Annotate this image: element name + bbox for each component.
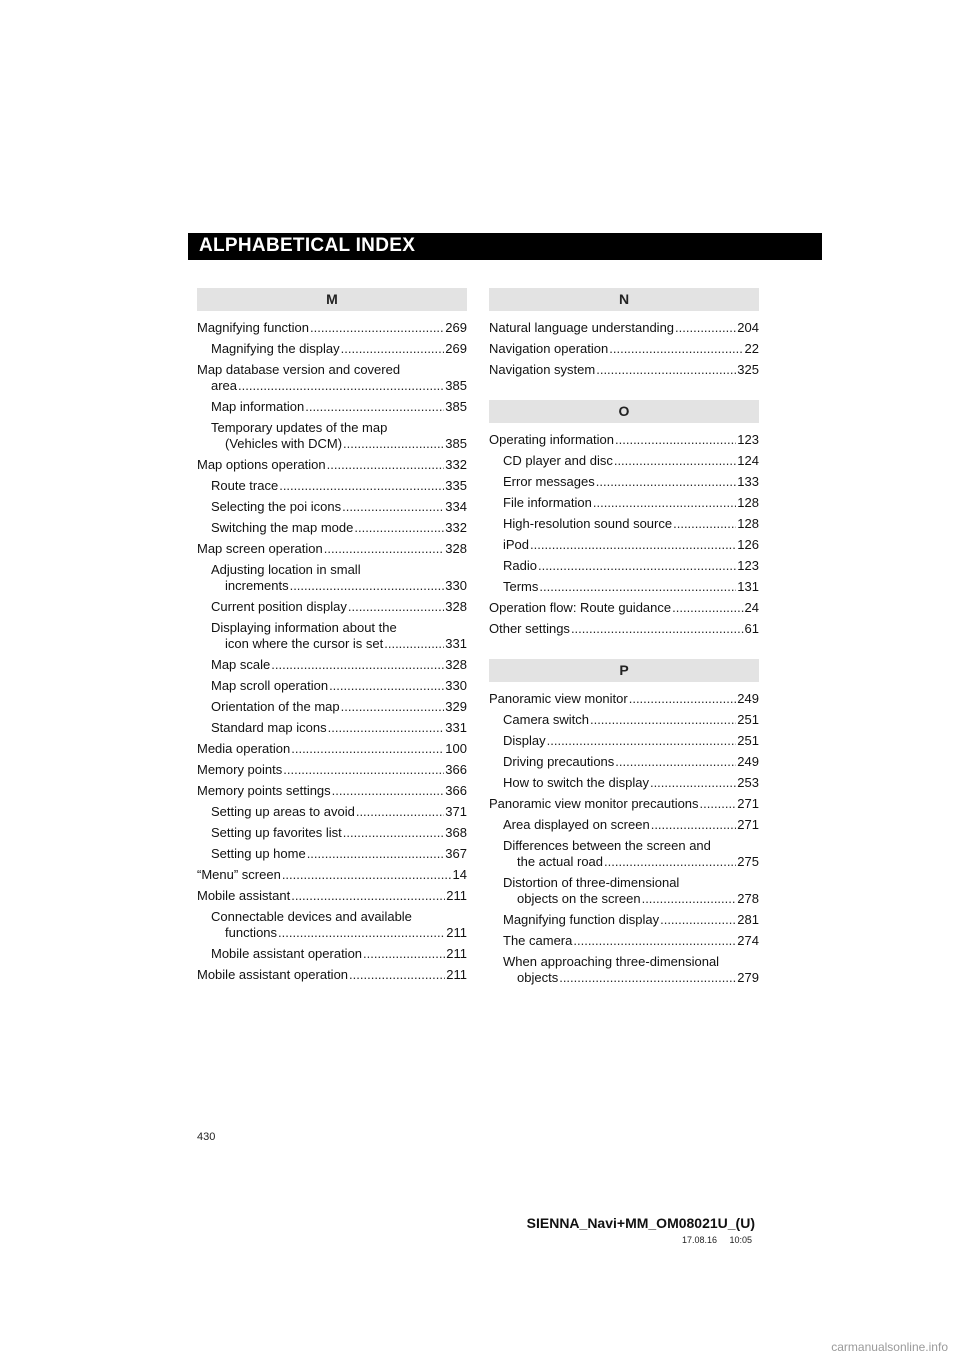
- entry-text: Map options operation: [197, 457, 326, 472]
- index-entry-list: [489, 432, 759, 637]
- dot-leader: [675, 320, 736, 336]
- entry-text: Operating information: [489, 432, 615, 447]
- index-title: ALPHABETICAL INDEX: [199, 235, 416, 256]
- index-subentry[interactable]: [197, 420, 467, 452]
- page-reference: 329: [445, 699, 467, 714]
- entry-line: [211, 699, 467, 715]
- entry-line: [503, 537, 759, 553]
- page-reference: 251: [737, 733, 759, 748]
- index-entry[interactable]: [489, 320, 759, 336]
- page-reference: 271: [737, 796, 759, 811]
- page-reference: 334: [445, 499, 467, 514]
- page-reference: 325: [737, 362, 759, 377]
- entry-text: Setting up home: [211, 846, 306, 861]
- dot-leader: [651, 817, 737, 833]
- left-column: [197, 288, 467, 1005]
- dot-leader: [279, 478, 444, 494]
- entry-continuation-text: icon where the cursor is set: [225, 636, 384, 651]
- dot-leader: [571, 621, 744, 637]
- index-subentry[interactable]: [197, 520, 467, 536]
- index-subentry[interactable]: [197, 946, 467, 962]
- dot-leader: [341, 341, 445, 357]
- dot-leader: [363, 946, 445, 962]
- entry-line: [211, 846, 467, 862]
- page-reference: 100: [445, 741, 467, 756]
- index-entry[interactable]: [489, 621, 759, 637]
- entry-text: Setting up areas to avoid: [211, 804, 355, 819]
- index-entry[interactable]: [197, 320, 467, 336]
- entry-continuation-text: functions: [225, 925, 278, 940]
- index-section: [197, 288, 467, 983]
- entry-text: Navigation operation: [489, 341, 609, 356]
- entry-text: Radio: [503, 558, 537, 573]
- entry-text: Map information: [211, 399, 305, 414]
- dot-leader: [278, 925, 445, 941]
- page-reference: 123: [737, 558, 759, 573]
- index-section: [489, 400, 759, 637]
- index-subentry[interactable]: [197, 562, 467, 594]
- index-entry[interactable]: [197, 867, 467, 883]
- entry-line: [503, 474, 759, 490]
- entry-line: [503, 453, 759, 469]
- page-reference: 249: [737, 691, 759, 706]
- entry-line: [211, 478, 467, 494]
- document-id: SIENNA_Navi+MM_OM08021U_(U): [526, 1215, 755, 1231]
- entry-text: Operation flow: Route guidance: [489, 600, 672, 615]
- page-reference: 124: [737, 453, 759, 468]
- entry-line: [197, 867, 467, 883]
- entry-line: [489, 432, 759, 448]
- entry-text: iPod: [503, 537, 530, 552]
- entry-line: [211, 678, 467, 694]
- entry-text: Other settings: [489, 621, 570, 636]
- entry-line: [489, 362, 759, 378]
- dot-leader: [348, 599, 444, 615]
- index-subentry[interactable]: [489, 558, 759, 574]
- entry-text: Adjusting location in small: [211, 562, 361, 577]
- index-subentry[interactable]: [489, 495, 759, 511]
- page-reference: 328: [445, 541, 467, 556]
- index-subentry[interactable]: [197, 678, 467, 694]
- page-reference: 269: [445, 341, 467, 356]
- watermark[interactable]: carmanualsonline.info: [831, 1340, 948, 1354]
- index-entry-list: [489, 691, 759, 986]
- entry-line: [197, 967, 467, 983]
- entry-line: [503, 579, 759, 595]
- index-entry[interactable]: [489, 432, 759, 448]
- page-reference: 123: [737, 432, 759, 447]
- entry-line: [211, 636, 467, 652]
- entry-line: [211, 520, 467, 536]
- page-reference: 271: [737, 817, 759, 832]
- index-subentry[interactable]: [197, 478, 467, 494]
- index-subentry[interactable]: [489, 775, 759, 791]
- entry-text: Connectable devices and available: [211, 909, 412, 924]
- page-reference: 211: [446, 946, 467, 961]
- dot-leader: [328, 720, 445, 736]
- entry-text: Terms: [503, 579, 539, 594]
- entry-text: Panoramic view monitor: [489, 691, 628, 706]
- page-reference: 332: [445, 457, 467, 472]
- page-reference: 371: [445, 804, 467, 819]
- entry-text: Differences between the screen and: [503, 838, 711, 853]
- entry-line: [503, 912, 759, 928]
- entry-line: [489, 600, 759, 616]
- entry-line: [211, 399, 467, 415]
- page-reference: 367: [445, 846, 467, 861]
- page-reference: 22: [744, 341, 759, 356]
- entry-line: [197, 783, 467, 799]
- page-reference: 330: [445, 678, 467, 693]
- dot-leader: [343, 436, 444, 452]
- index-entry-list: [197, 320, 467, 983]
- page-reference: 211: [446, 925, 467, 940]
- page-reference: 281: [737, 912, 759, 927]
- dot-leader: [593, 495, 736, 511]
- dot-leader: [673, 516, 736, 532]
- dot-leader: [329, 678, 444, 694]
- entry-text: Panoramic view monitor precautions: [489, 796, 699, 811]
- index-subentry[interactable]: [197, 699, 467, 715]
- dot-leader: [596, 362, 736, 378]
- index-subentry[interactable]: [489, 817, 759, 833]
- index-section: [489, 288, 759, 378]
- entry-text: Mobile assistant: [197, 888, 291, 903]
- dot-leader: [384, 636, 444, 652]
- dot-leader: [642, 891, 737, 907]
- entry-line: [503, 817, 759, 833]
- page-reference: 133: [737, 474, 759, 489]
- entry-text: Standard map icons: [211, 720, 327, 735]
- entry-line: [197, 762, 467, 778]
- dot-leader: [672, 600, 743, 616]
- index-subentry[interactable]: [197, 720, 467, 736]
- page-reference: 211: [446, 967, 467, 982]
- index-subentry[interactable]: [489, 838, 759, 870]
- entry-line: [489, 796, 759, 812]
- page-reference: 204: [737, 320, 759, 335]
- entry-line: [503, 516, 759, 532]
- page-reference: 126: [737, 537, 759, 552]
- section-letter-heading: P: [489, 659, 759, 682]
- dot-leader: [547, 733, 737, 749]
- entry-line: [489, 691, 759, 707]
- index-subentry[interactable]: [489, 754, 759, 770]
- entry-text: Magnifying the display: [211, 341, 340, 356]
- index-entry[interactable]: [197, 541, 467, 557]
- dot-leader: [356, 804, 444, 820]
- dot-leader: [332, 783, 445, 799]
- page-reference: 330: [445, 578, 467, 593]
- entry-text: Mobile assistant operation: [211, 946, 363, 961]
- entry-line: [211, 825, 467, 841]
- entry-text: The camera: [503, 933, 573, 948]
- page-reference: 131: [737, 579, 759, 594]
- index-subentry[interactable]: [197, 341, 467, 357]
- section-letter-heading: M: [197, 288, 467, 311]
- entry-text: Memory points: [197, 762, 283, 777]
- page-reference: 211: [446, 888, 467, 903]
- dot-leader: [291, 741, 444, 757]
- page-reference: 328: [445, 657, 467, 672]
- entry-text: Mobile assistant operation: [197, 967, 349, 982]
- page-reference: 332: [445, 520, 467, 535]
- entry-text: Media operation: [197, 741, 291, 756]
- page-reference: 385: [445, 399, 467, 414]
- index-subentry[interactable]: [489, 579, 759, 595]
- index-entry[interactable]: [197, 762, 467, 778]
- entry-line: [211, 341, 467, 357]
- entry-line: [503, 775, 759, 791]
- page-reference: 335: [445, 478, 467, 493]
- page-number: 430: [197, 1131, 216, 1143]
- dot-leader: [310, 320, 444, 336]
- index-entry[interactable]: [489, 362, 759, 378]
- page-reference: 249: [737, 754, 759, 769]
- index-entry[interactable]: [197, 741, 467, 757]
- page-reference: 128: [737, 516, 759, 531]
- index-entry[interactable]: [489, 600, 759, 616]
- entry-continuation-text: the actual road: [517, 854, 604, 869]
- dot-leader: [660, 912, 736, 928]
- entry-text: Area displayed on screen: [503, 817, 650, 832]
- index-subentry[interactable]: [197, 499, 467, 515]
- entry-line: [211, 946, 467, 962]
- index-header: [188, 233, 822, 260]
- entry-text: When approaching three-dimensional: [503, 954, 720, 969]
- entry-line: [197, 541, 467, 557]
- entry-line: [503, 854, 759, 870]
- dot-leader: [609, 341, 743, 357]
- entry-line: [211, 720, 467, 736]
- entry-continuation-text: objects on the screen: [517, 891, 641, 906]
- entry-line: [211, 657, 467, 673]
- page-reference: 253: [737, 775, 759, 790]
- index-subentry[interactable]: [197, 620, 467, 652]
- index-subentry[interactable]: [197, 846, 467, 862]
- entry-line: [197, 378, 467, 394]
- dot-leader: [341, 699, 445, 715]
- dot-leader: [283, 762, 444, 778]
- entry-text: How to switch the display: [503, 775, 649, 790]
- entry-continuation-text: (Vehicles with DCM): [225, 436, 343, 451]
- dot-leader: [596, 474, 737, 490]
- dot-leader: [342, 499, 444, 515]
- entry-text: Distortion of three-dimensional: [503, 875, 680, 890]
- dot-leader: [305, 399, 444, 415]
- entry-text: Switching the map mode: [211, 520, 354, 535]
- entry-line: [211, 578, 467, 594]
- entry-line: [503, 891, 759, 907]
- entry-line: [489, 621, 759, 637]
- page-reference: 279: [737, 970, 759, 985]
- entry-text: Map screen operation: [197, 541, 323, 556]
- dot-leader: [538, 558, 736, 574]
- entry-line: [197, 320, 467, 336]
- entry-line: [211, 925, 467, 941]
- dot-leader: [354, 520, 444, 536]
- index-subentry[interactable]: [489, 954, 759, 986]
- entry-continuation-text: increments: [225, 578, 289, 593]
- entry-line: [503, 495, 759, 511]
- section-letter-heading: O: [489, 400, 759, 423]
- dot-leader: [324, 541, 445, 557]
- dot-leader: [307, 846, 445, 862]
- index-subentry[interactable]: [489, 933, 759, 949]
- entry-line: [197, 457, 467, 473]
- page-reference: 331: [445, 636, 467, 651]
- index-subentry[interactable]: [489, 912, 759, 928]
- index-subentry[interactable]: [489, 733, 759, 749]
- dot-leader: [615, 432, 736, 448]
- page-reference: 24: [744, 600, 759, 615]
- index-subentry[interactable]: [197, 399, 467, 415]
- entry-text: High-resolution sound source: [503, 516, 673, 531]
- entry-text: Driving precautions: [503, 754, 615, 769]
- dot-leader: [530, 537, 736, 553]
- index-subentry[interactable]: [489, 453, 759, 469]
- entry-line: [489, 320, 759, 336]
- page-reference: 274: [737, 933, 759, 948]
- index-subentry[interactable]: [197, 599, 467, 615]
- entry-line: [503, 970, 759, 986]
- dot-leader: [290, 578, 445, 594]
- entry-line: [489, 341, 759, 357]
- page-reference: 385: [445, 436, 467, 451]
- index-section: [489, 659, 759, 986]
- dot-leader: [349, 967, 445, 983]
- index-entry[interactable]: [489, 796, 759, 812]
- index-subentry[interactable]: [489, 537, 759, 553]
- index-subentry[interactable]: [489, 516, 759, 532]
- index-subentry[interactable]: [197, 825, 467, 841]
- entry-text: Orientation of the map: [211, 699, 340, 714]
- dot-leader: [238, 378, 444, 394]
- entry-line: [503, 933, 759, 949]
- entry-text: Camera switch: [503, 712, 589, 727]
- entry-line: [197, 741, 467, 757]
- entry-line: [197, 888, 467, 904]
- entry-line: [503, 558, 759, 574]
- section-letter-heading: N: [489, 288, 759, 311]
- dot-leader: [539, 579, 736, 595]
- entry-text: Error messages: [503, 474, 595, 489]
- entry-line: [503, 754, 759, 770]
- page-reference: 128: [737, 495, 759, 510]
- right-column: [489, 288, 759, 1008]
- entry-text: Display: [503, 733, 546, 748]
- index-entry[interactable]: [197, 888, 467, 904]
- index-subentry[interactable]: [197, 909, 467, 941]
- dot-leader: [615, 754, 736, 770]
- entry-text: Displaying information about the: [211, 620, 397, 635]
- index-subentry[interactable]: [489, 875, 759, 907]
- entry-line: [211, 436, 467, 452]
- dot-leader: [559, 970, 736, 986]
- entry-text: Map scroll operation: [211, 678, 329, 693]
- index-entry-list: [489, 320, 759, 378]
- dot-leader: [604, 854, 736, 870]
- dot-leader: [614, 453, 736, 469]
- entry-text: Magnifying function display: [503, 912, 660, 927]
- entry-text: “Menu” screen: [197, 867, 281, 882]
- page-reference: 385: [445, 378, 467, 393]
- page-reference: 251: [737, 712, 759, 727]
- page-reference: 14: [452, 867, 467, 882]
- entry-text: Setting up favorites list: [211, 825, 342, 840]
- entry-line: [503, 733, 759, 749]
- dot-leader: [700, 796, 737, 812]
- dot-leader: [291, 888, 445, 904]
- page-reference: 275: [737, 854, 759, 869]
- entry-text: Map scale: [211, 657, 271, 672]
- index-entry[interactable]: [197, 967, 467, 983]
- page-reference: 328: [445, 599, 467, 614]
- entry-text: Current position display: [211, 599, 347, 614]
- entry-text: Temporary updates of the map: [211, 420, 388, 435]
- dot-leader: [282, 867, 452, 883]
- index-subentry[interactable]: [489, 712, 759, 728]
- dot-leader: [343, 825, 445, 841]
- page-reference: 331: [445, 720, 467, 735]
- entry-text: Natural language understanding: [489, 320, 675, 335]
- index-subentry[interactable]: [197, 804, 467, 820]
- entry-text: Memory points settings: [197, 783, 331, 798]
- index-entry[interactable]: [489, 691, 759, 707]
- entry-text: File information: [503, 495, 592, 510]
- index-entry[interactable]: [197, 783, 467, 799]
- index-entry[interactable]: [489, 341, 759, 357]
- dot-leader: [650, 775, 736, 791]
- entry-text: Magnifying function: [197, 320, 310, 335]
- entry-line: [211, 599, 467, 615]
- entry-text: Map database version and covered: [197, 362, 401, 377]
- page-reference: 366: [445, 762, 467, 777]
- dot-leader: [271, 657, 444, 673]
- dot-leader: [590, 712, 736, 728]
- page-reference: 61: [744, 621, 759, 636]
- dot-leader: [573, 933, 736, 949]
- entry-continuation-text: objects: [517, 970, 559, 985]
- page-reference: 368: [445, 825, 467, 840]
- entry-line: [211, 804, 467, 820]
- entry-continuation-text: area: [211, 378, 238, 393]
- dot-leader: [629, 691, 737, 707]
- page-reference: 366: [445, 783, 467, 798]
- page-reference: 278: [737, 891, 759, 906]
- dot-leader: [327, 457, 445, 473]
- entry-text: Route trace: [211, 478, 279, 493]
- page-reference: 269: [445, 320, 467, 335]
- entry-text: Navigation system: [489, 362, 596, 377]
- entry-line: [503, 712, 759, 728]
- print-timestamp: 17.08.16 10:05: [681, 1235, 752, 1245]
- entry-text: Selecting the poi icons: [211, 499, 342, 514]
- index-subentry[interactable]: [197, 657, 467, 673]
- index-subentry[interactable]: [489, 474, 759, 490]
- index-entry[interactable]: [197, 457, 467, 473]
- entry-text: CD player and disc: [503, 453, 613, 468]
- index-entry[interactable]: [197, 362, 467, 394]
- entry-line: [211, 499, 467, 515]
